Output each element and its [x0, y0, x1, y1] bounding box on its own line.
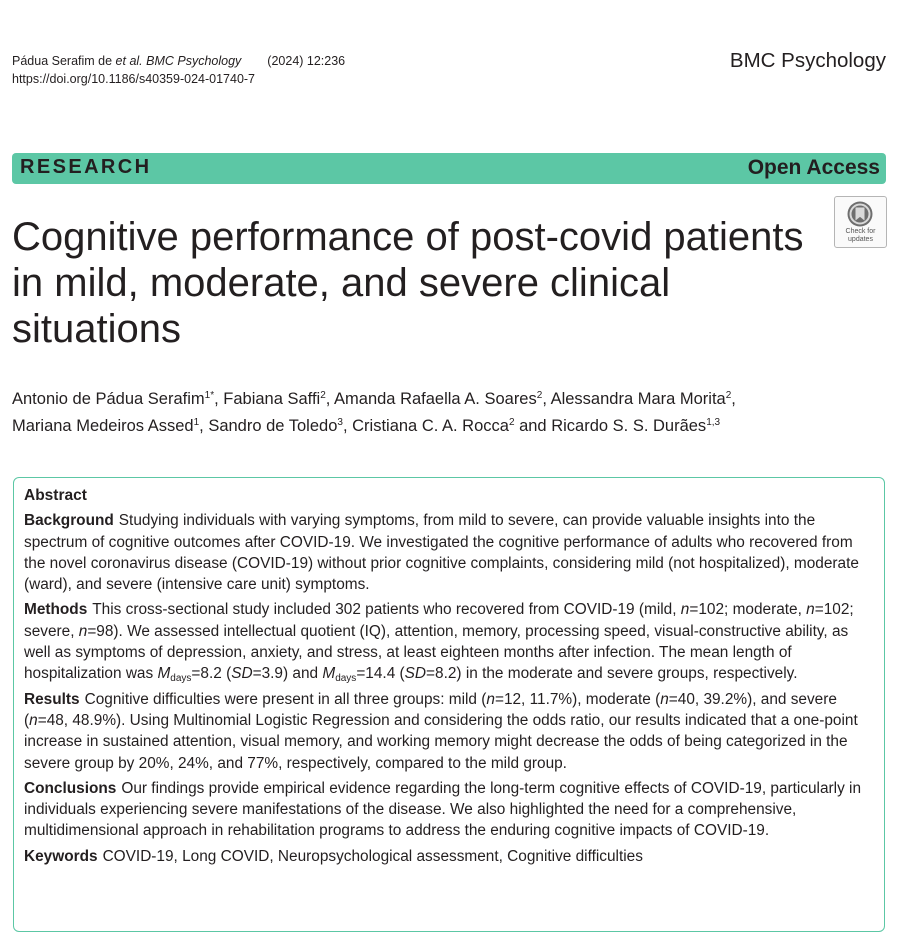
author-item[interactable] [12, 417, 199, 435]
author-separator: , [731, 390, 736, 408]
author-name[interactable]: Amanda Rafaella A. Soares [334, 390, 537, 408]
citation-line [12, 52, 345, 70]
author-separator: , [342, 417, 353, 435]
author-name[interactable]: Ricardo S. S. Durães [551, 417, 707, 435]
author-name[interactable]: Cristiana C. A. Rocca [352, 417, 509, 435]
citation-header [12, 52, 345, 88]
keywords-label: Keywords [24, 847, 98, 865]
article-type: RESEARCH [20, 156, 152, 178]
author-list [12, 386, 882, 440]
author-affiliation: 3 [337, 417, 343, 428]
badge-text: Check for updates [845, 228, 876, 243]
author-name[interactable]: Alessandra Mara Morita [550, 390, 726, 408]
citation-etal: et al. BMC Psychology [115, 54, 242, 68]
author-name[interactable]: Antonio de Pádua Serafim [12, 390, 205, 408]
keywords-text: COVID-19, Long COVID, Neuropsychological assessment, Cognitive difficulties [102, 847, 643, 865]
abstract-background [24, 510, 874, 595]
open-access-label: Open Access [747, 156, 880, 179]
author-affiliation: 1 [193, 417, 200, 428]
author-affiliation: 1,3 [706, 417, 721, 428]
article-title: Cognitive performance of post-covid patients in mild, moderate, and severe clinical situations [12, 215, 804, 351]
author-separator: , [214, 390, 224, 408]
author-item[interactable] [551, 390, 732, 408]
abstract-methods: Methods This cross-sectional study included 302 patients who recovered from COVID-19 (mild, n=102; moderate, n=102; severe, n=98). We assessed intellectual quotient (IQ), attention, memory, processing speed, visual-constructive ability, as well as symptoms of depression, anxiety, and stress, at least eighteen months after infection. The mean length of hospitalization was $M_{days}=8.2$ (SD=3.9) and $M_{days}=14.4$ (SD=8.2) in the moderate and severe groups, respectively. [24, 601, 854, 685]
conclusions-label: Conclusions [24, 779, 117, 797]
background-label: Background [24, 512, 114, 530]
author-affiliation: 2 [320, 390, 326, 401]
author-item[interactable] [223, 390, 326, 408]
doi-link[interactable]: https://doi.org/10.1186/s40359-024-01740-7 [12, 72, 256, 86]
author-item[interactable] [551, 417, 720, 435]
check-for-updates-badge[interactable] [834, 196, 887, 248]
abstract-results: Results Cognitive difficulties were present in all three groups: mild (n=12, 11.7%), moderate (n=40, 39.2%), and severe (n=48, 48.9%). Using Multinomial Logistic Regression and considering the odds ratio, our results indicated that a one-point increase in sustained attention, visual memory, and working memory might decrease the odds of being categorized in the severe group by 20%, 24%, and 77%, respectively, compared to the mild group. [24, 690, 858, 772]
citation-volume: (2024) 12:236 [267, 54, 346, 68]
author-name[interactable]: Mariana Medeiros Assed [12, 417, 194, 435]
author-item[interactable] [208, 417, 343, 435]
abstract-heading: Abstract [24, 487, 87, 504]
bookmark-icon [845, 200, 875, 228]
author-affiliation: 2 [508, 417, 515, 428]
author-item[interactable] [334, 390, 542, 408]
abstract-keywords [24, 846, 874, 867]
author-affiliation: 2 [725, 390, 732, 401]
author-separator: , [199, 417, 209, 435]
results-label: Results [24, 690, 80, 708]
author-item[interactable] [352, 417, 514, 435]
author-name[interactable]: Fabiana Saffi [223, 390, 321, 408]
author-affiliation: 1* [204, 390, 215, 401]
article-type-banner [12, 153, 886, 184]
citation-authors: Pádua Serafim de [12, 54, 113, 68]
author-separator: , [325, 390, 335, 408]
abstract-box [13, 477, 885, 932]
methods-label: Methods [24, 601, 88, 619]
author-name[interactable]: Sandro de Toledo [208, 417, 338, 435]
author-affiliation: 2 [536, 390, 543, 401]
author-separator: and [514, 417, 552, 435]
author-separator: , [542, 390, 551, 408]
author-item[interactable] [12, 390, 214, 408]
journal-name: BMC Psychology [729, 49, 886, 72]
background-text: Studying individuals with varying symptoms, from mild to severe, can provide valuable insights into the spectrum of cognitive outcomes after COVID-19. We investigated the cognitive performance of adults who recovered from the novel coronavirus disease (COVID-19) without prior cognitive complaints, considering mild (not hospitalized), moderate (ward), and severe (intensive care unit) symptoms. [24, 512, 859, 594]
conclusions-text: Our findings provide empirical evidence regarding the long-term cognitive effects of COVID-19, particularly in individuals experiencing severe manifestations of the disease. We also highlighted the need for a comprehensive, multidimensional approach in rehabilitation programs to address the enduring cognitive impacts of COVID-19. [24, 779, 862, 840]
abstract-conclusions [24, 778, 874, 842]
